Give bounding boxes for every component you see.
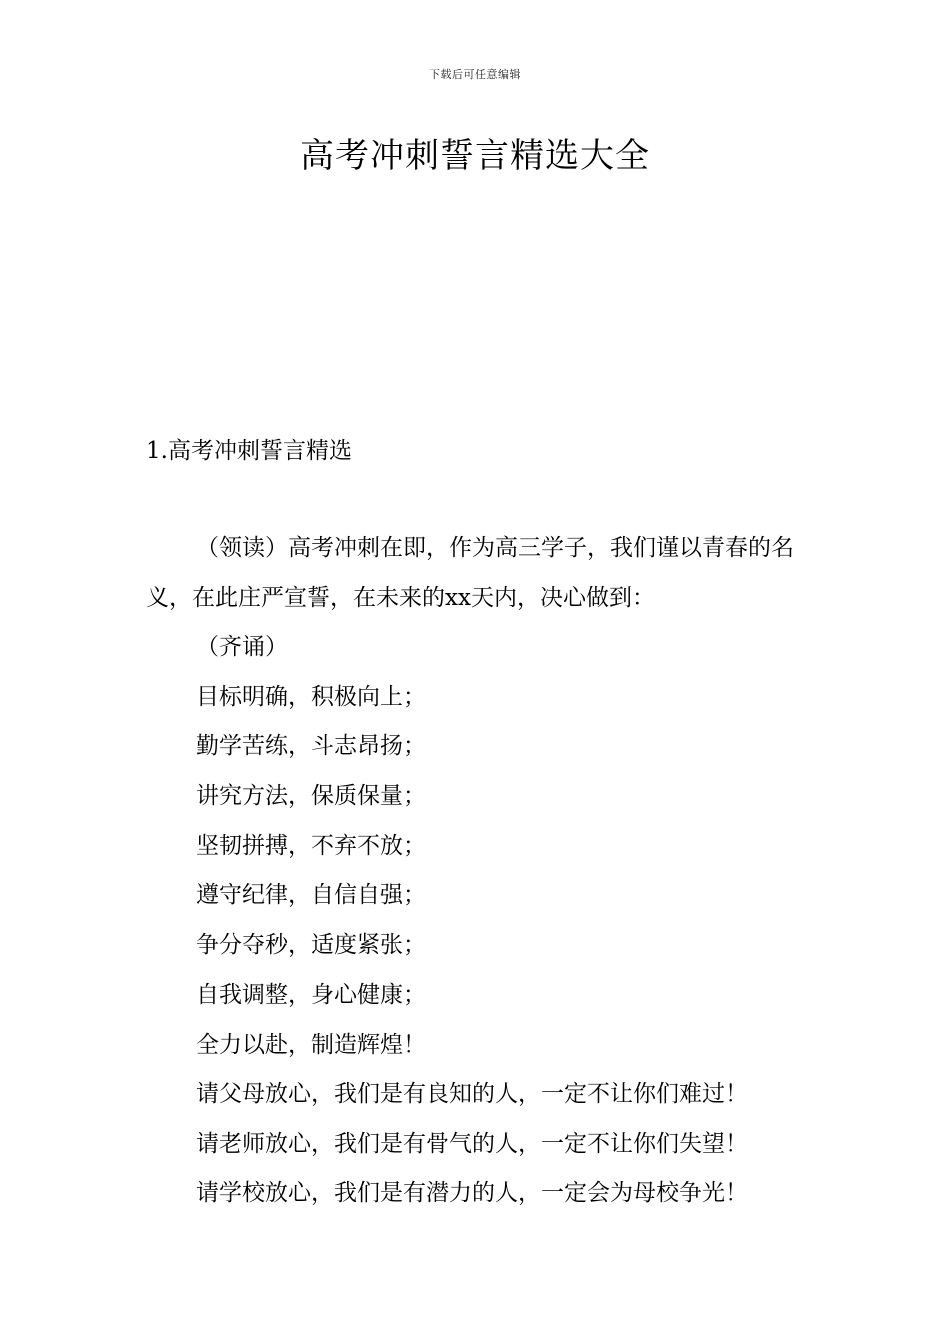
oath-line: （齐诵） — [196, 634, 288, 660]
oath-line: 请老师放心，我们是有骨气的人，一定不让你们失望！ — [196, 1131, 748, 1157]
oath-line: 勤学苦练，斗志昂扬； — [196, 733, 426, 759]
oath-line: 坚韧拼搏，不弃不放； — [196, 833, 426, 859]
oath-line: 请父母放心，我们是有良知的人，一定不让你们难过！ — [196, 1081, 748, 1107]
section-heading: 1.高考冲刺誓言精选 — [146, 438, 352, 464]
oath-line: 讲究方法，保质保量； — [196, 783, 426, 809]
intro-paragraph: （领读）高考冲刺在即，作为高三学子，我们谨以青春的名义，在此庄严宣誓，在未来的xx天内，决心做到： — [146, 535, 794, 611]
oath-line: 遵守纪律，自信自强； — [196, 882, 426, 908]
oath-line: 争分夺秒，适度紧张； — [196, 932, 426, 958]
document-title: 高考冲刺誓言精选大全 — [300, 136, 650, 176]
oath-line: 目标明确，积极向上； — [196, 684, 426, 710]
oath-line: 请学校放心，我们是有潜力的人，一定会为母校争光！ — [196, 1180, 748, 1206]
oath-line: 自我调整，身心健康； — [196, 982, 426, 1008]
header-note: 下载后可任意编辑 — [429, 68, 521, 81]
oath-line: 全力以赴，制造辉煌！ — [196, 1032, 426, 1058]
